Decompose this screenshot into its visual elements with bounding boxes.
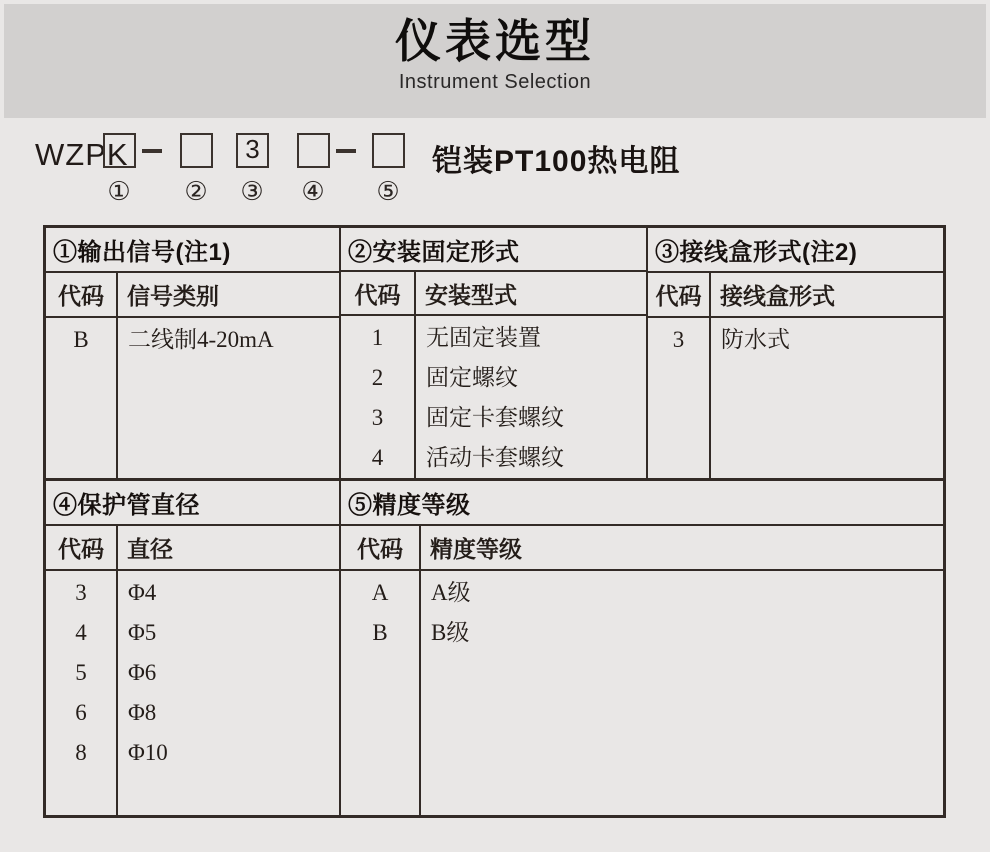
selection-table	[43, 225, 946, 818]
label-column	[118, 318, 339, 478]
label-cell: Φ5	[128, 620, 157, 645]
column-header-code: 代码	[341, 272, 416, 314]
position-label-2: ②	[184, 177, 208, 207]
table-top-row	[46, 228, 943, 481]
code-cell: 6	[75, 700, 87, 725]
section-title: ④保护管直径	[46, 481, 339, 526]
section-title: ③接线盒形式(注2)	[648, 228, 943, 273]
section-body	[46, 571, 339, 815]
section-title: ①输出信号(注1)	[46, 228, 339, 273]
page-title: 仪表选型	[395, 15, 595, 67]
code-cell: 3	[672, 327, 685, 352]
label-cell: 固定卡套螺纹	[426, 405, 564, 430]
code-cell: 8	[75, 740, 87, 765]
code-cell: B	[372, 620, 388, 645]
model-code-box-5	[372, 133, 405, 168]
column-header-label: 接线盒形式	[720, 284, 835, 309]
label-column	[416, 316, 646, 478]
section-output-signal	[46, 228, 341, 478]
code-column	[648, 318, 711, 478]
label-cell: 无固定装置	[426, 325, 541, 350]
model-code-box-4	[297, 133, 330, 168]
label-cell: B级	[431, 620, 470, 645]
code-cell: 2	[371, 365, 384, 390]
section-install-form	[341, 228, 648, 478]
code-cell: A	[371, 580, 389, 605]
code-column	[46, 318, 118, 478]
model-prefix: WZPK	[35, 137, 129, 172]
model-code-box-3: 3	[236, 133, 269, 168]
label-column	[711, 318, 943, 478]
page-header	[4, 4, 986, 118]
column-header-label: 安装型式	[425, 282, 517, 308]
column-header-code: 代码	[341, 526, 421, 569]
section-body	[341, 571, 943, 815]
dash-separator	[336, 149, 356, 153]
label-cell: Φ6	[128, 660, 157, 685]
section-body	[648, 318, 943, 478]
label-cell: Φ10	[128, 740, 168, 765]
position-label-5: ⑤	[376, 177, 400, 207]
code-column	[46, 571, 118, 815]
dash-separator	[142, 149, 162, 153]
section-body	[341, 316, 646, 478]
code-cell: 4	[371, 445, 384, 470]
position-label-1: ①	[107, 177, 131, 207]
column-header-code: 代码	[46, 273, 118, 316]
code-cell: 3	[75, 580, 87, 605]
label-column	[118, 571, 339, 815]
code-cell: 3	[371, 405, 384, 430]
section-title: ⑤精度等级	[341, 481, 943, 526]
section-accuracy-class	[341, 481, 943, 815]
code-cell: 1	[371, 325, 384, 350]
table-bottom-row	[46, 481, 943, 815]
section-tube-diameter	[46, 481, 341, 815]
column-header-label: 精度等级	[430, 537, 522, 562]
label-cell: 固定螺纹	[426, 365, 518, 390]
label-cell: 防水式	[721, 327, 790, 352]
column-header-code: 代码	[648, 273, 711, 316]
column-header-row	[46, 526, 339, 571]
label-cell: A级	[431, 580, 471, 605]
page-subtitle: Instrument Selection	[398, 70, 592, 93]
label-cell: 活动卡套螺纹	[426, 445, 564, 470]
column-header-label: 信号类别	[127, 284, 219, 309]
code-cell: 4	[75, 620, 87, 645]
label-column	[421, 571, 943, 815]
column-header-row	[341, 526, 943, 571]
label-cell: Φ8	[128, 700, 157, 725]
section-title: ②安装固定形式	[341, 228, 646, 272]
model-description: 铠装PT100热电阻	[432, 145, 681, 178]
label-cell: 二线制4-20mA	[128, 327, 274, 352]
code-column	[341, 316, 416, 478]
code-cell: 5	[75, 660, 87, 685]
position-label-3: ③	[240, 177, 264, 207]
position-label-4: ④	[301, 177, 325, 207]
column-header-code: 代码	[46, 526, 118, 569]
column-header-row	[648, 273, 943, 318]
code-cell: B	[73, 327, 89, 352]
column-header-row	[341, 272, 646, 316]
section-body	[46, 318, 339, 478]
section-junction-box	[648, 228, 943, 478]
code-column	[341, 571, 421, 815]
column-header-label: 直径	[127, 537, 173, 562]
model-code-box-2	[180, 133, 213, 168]
model-code-box-1	[103, 133, 136, 168]
label-cell: Φ4	[128, 580, 157, 605]
column-header-row	[46, 273, 339, 318]
